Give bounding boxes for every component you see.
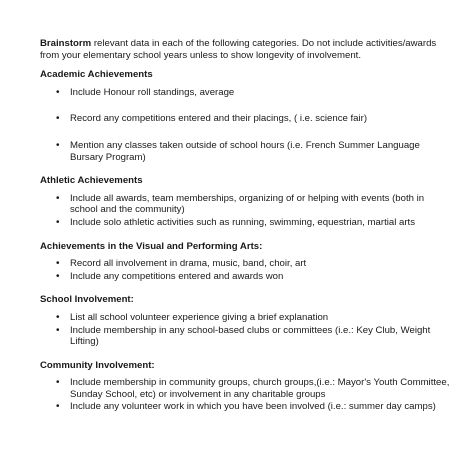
section-title: Athletic Achievements	[40, 175, 143, 187]
intro-text: relevant data in each of the following categories. Do not include activities/awards from your elementary school years unless to show longevity of involvement.	[40, 38, 437, 61]
section-title: Community Involvement:	[40, 359, 155, 371]
bullet-list	[40, 312, 454, 348]
section-arts	[40, 241, 454, 283]
section-athletic	[40, 175, 454, 228]
section-academic	[40, 69, 454, 163]
list-item: • Include Honour roll standings, average	[40, 87, 454, 99]
list-item: • Include solo athletic activities such as running, swimming, equestrian, martial arts	[40, 217, 454, 229]
list-item: • Include any competitions entered and awards won	[40, 271, 454, 283]
bullet-list	[40, 258, 454, 282]
intro-lead: Brainstorm	[40, 38, 92, 49]
section-school	[40, 294, 454, 347]
section-community	[40, 360, 454, 413]
bullet-list	[40, 377, 454, 413]
list-item: • Include membership in community groups, church groups,(i.e.: Mayor's Youth Committee, Sunday School, etc) or involvement in any charitable groups	[40, 377, 454, 400]
list-item: • Mention any classes taken outside of school hours (i.e. French Summer Language Bursary Program)	[40, 140, 454, 163]
bullet-list	[40, 193, 454, 229]
intro-paragraph	[40, 38, 454, 61]
section-title: Academic Achievements	[40, 69, 153, 81]
list-item: • Include all awards, team memberships, organizing of or helping with events (both in school and the community)	[40, 193, 454, 216]
section-title: Achievements in the Visual and Performing Arts:	[40, 240, 263, 252]
list-item: • Include membership in any school-based clubs or committees (i.e.: Key Club, Weight Lifting)	[40, 325, 454, 348]
list-item: • List all school volunteer experience giving a brief explanation	[40, 312, 454, 324]
list-item: • Include any volunteer work in which you have been involved (i.e.: summer day camps)	[40, 401, 454, 413]
list-item: • Record all involvement in drama, music, band, choir, art	[40, 258, 454, 270]
list-item: • Record any competitions entered and their placings, ( i.e. science fair)	[40, 113, 454, 125]
bullet-list	[40, 87, 454, 163]
section-title: School Involvement:	[40, 294, 134, 306]
